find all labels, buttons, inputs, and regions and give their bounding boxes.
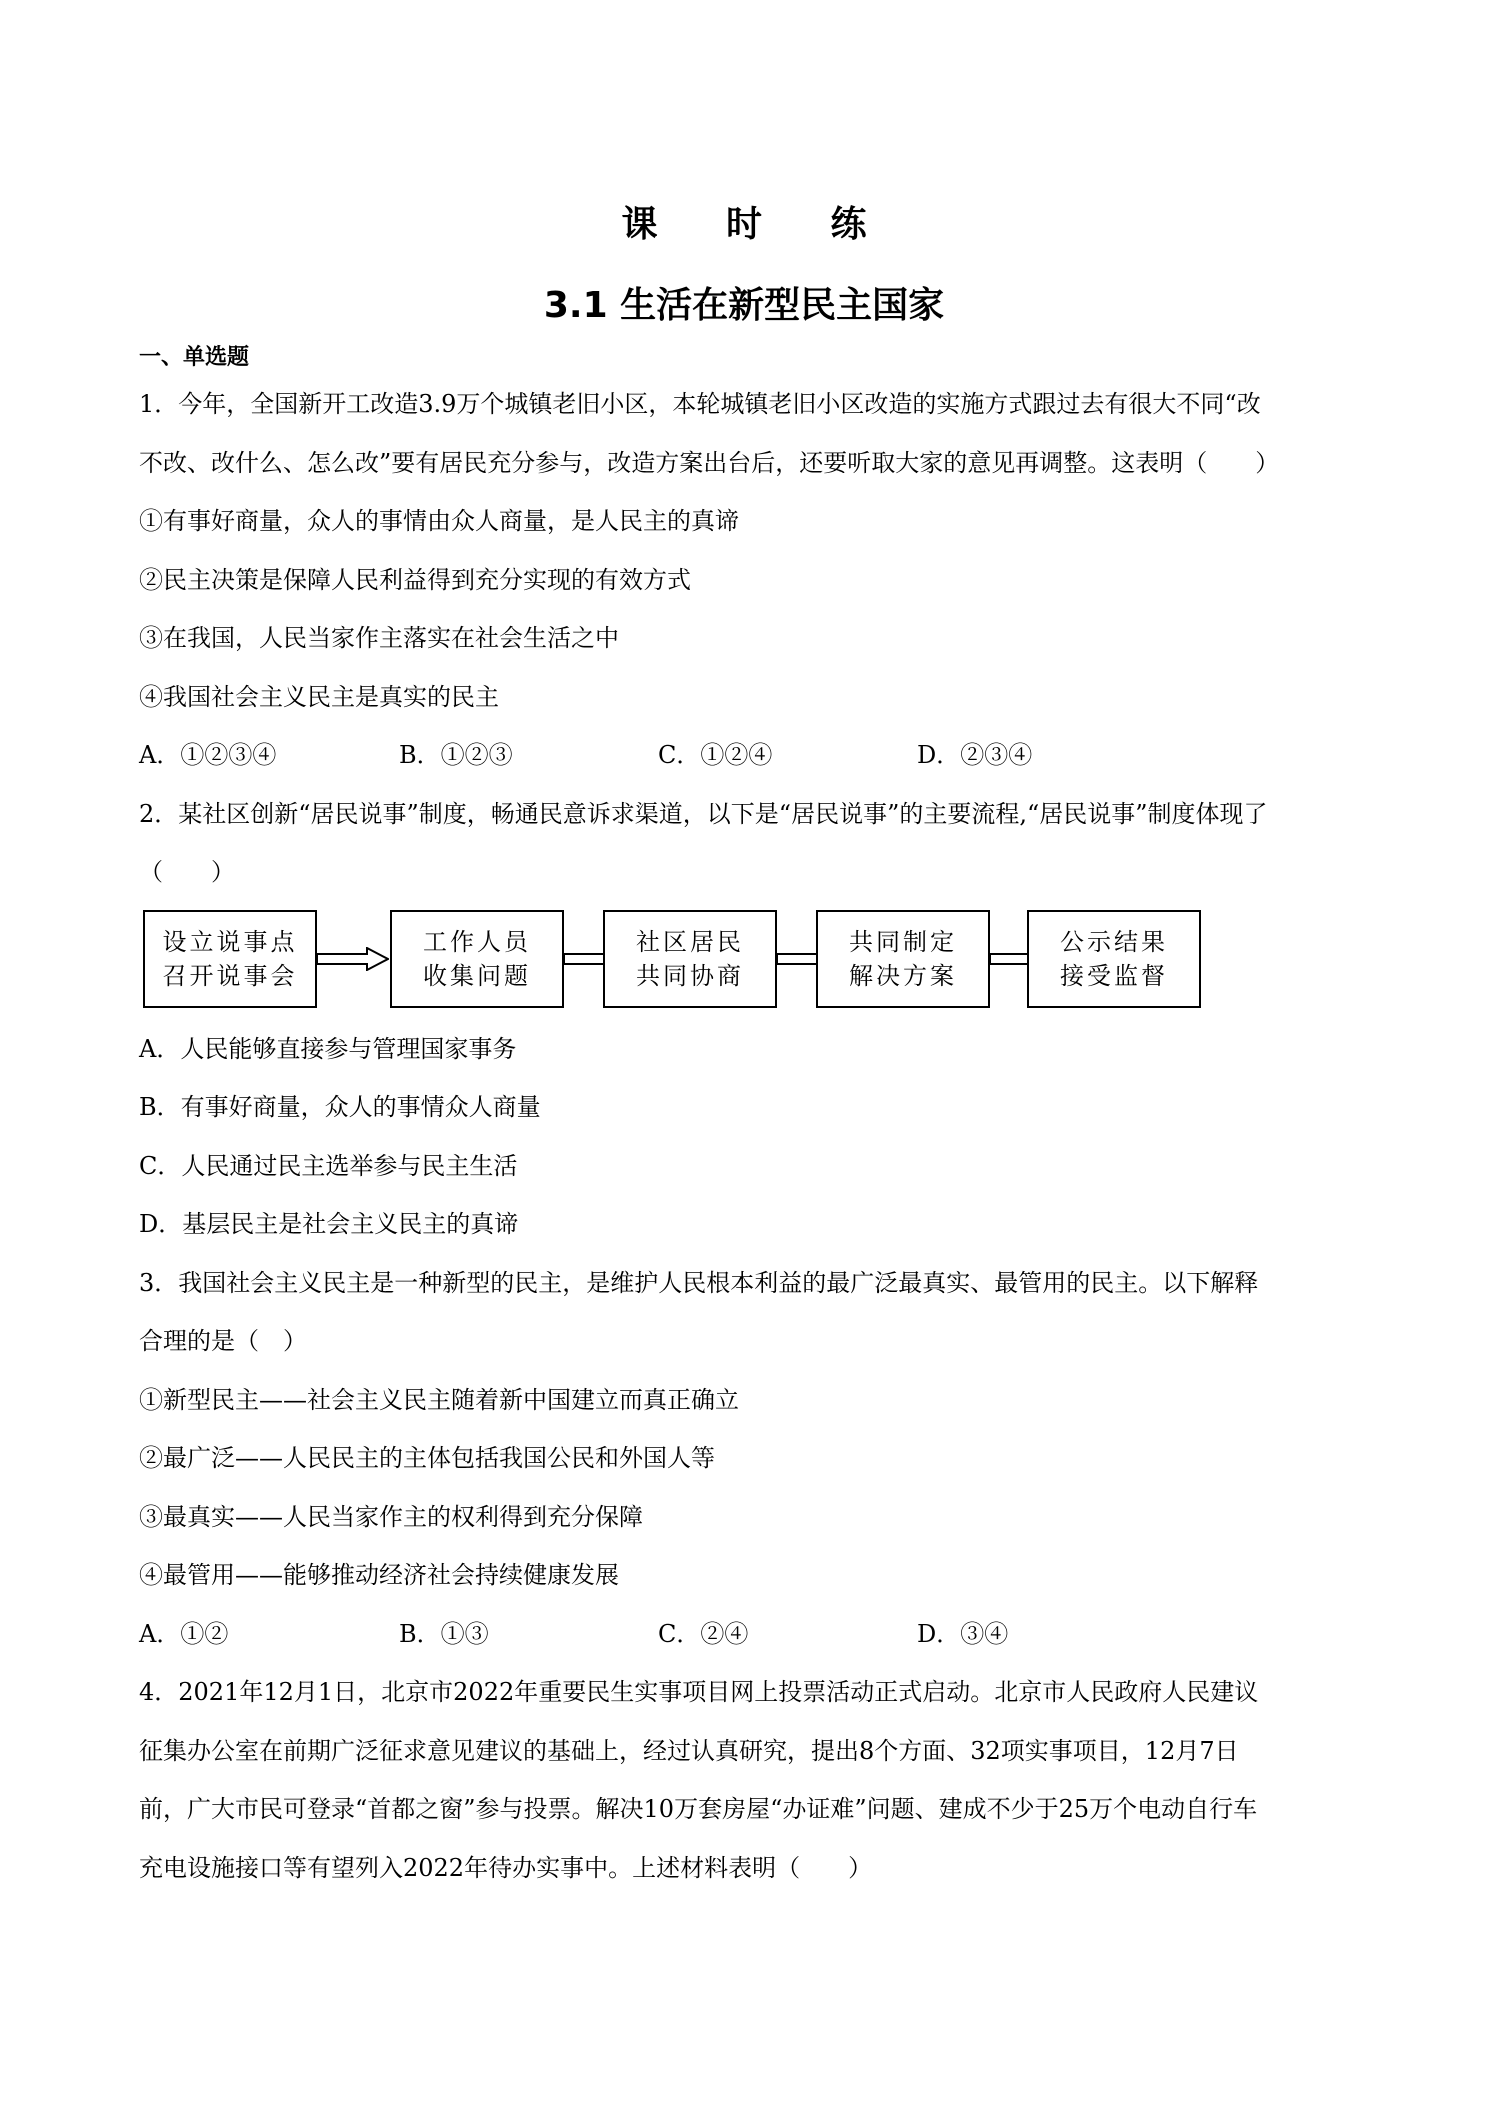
flow-step-2-line-2: 收集问题 bbox=[423, 962, 531, 990]
flow-step-2 bbox=[390, 910, 564, 1008]
q3-option-c: C．②④ bbox=[658, 1620, 749, 1648]
q3-option-b: B．①③ bbox=[399, 1620, 489, 1648]
flow-step-5-line-2: 接受监督 bbox=[1060, 962, 1168, 990]
flow-step-1-line-1: 设立说事点 bbox=[162, 928, 298, 956]
q3-item-4: ④最管用——能够推动经济社会持续健康发展 bbox=[139, 1561, 619, 1589]
flow-step-3-line-2: 共同协商 bbox=[636, 962, 744, 990]
flow-arrow-icon bbox=[317, 947, 389, 971]
q3-item-2: ②最广泛——人民民主的主体包括我国公民和外国人等 bbox=[139, 1444, 715, 1472]
flow-step-1 bbox=[143, 910, 317, 1008]
flow-step-3-line-1: 社区居民 bbox=[636, 928, 744, 956]
page-title: 课 时 练 bbox=[621, 204, 895, 245]
q3-item-1: ①新型民主——社会主义民主随着新中国建立而真正确立 bbox=[139, 1386, 739, 1414]
q3-stem-line-1: 3．我国社会主义民主是一种新型的民主，是维护人民根本利益的最广泛最真实、最管用的民主。以下解释 bbox=[139, 1269, 1259, 1297]
flow-step-3 bbox=[603, 910, 777, 1008]
q1-option-c: C．①②④ bbox=[658, 741, 773, 769]
q4-stem-line-2: 征集办公室在前期广泛征求意见建议的基础上，经过认真研究，提出8个方面、32项实事项目，12月7日 bbox=[139, 1737, 1239, 1765]
flow-step-4-line-2: 解决方案 bbox=[849, 962, 957, 990]
q1-option-a: A．①②③④ bbox=[139, 741, 277, 769]
q2-option-c: C．人民通过民主选举参与民主生活 bbox=[139, 1152, 518, 1180]
flow-step-4 bbox=[816, 910, 990, 1008]
process-flow-diagram bbox=[139, 910, 1179, 1014]
q2-option-b: B．有事好商量，众人的事情众人商量 bbox=[139, 1093, 541, 1121]
flow-step-4-line-1: 共同制定 bbox=[849, 928, 957, 956]
flow-step-5 bbox=[1027, 910, 1201, 1008]
q4-stem-line-1: 4．2021年12月1日，北京市2022年重要民生实事项目网上投票活动正式启动。北京市人民政府人民建议 bbox=[139, 1678, 1259, 1706]
q1-option-d: D．②③④ bbox=[917, 741, 1033, 769]
q3-stem-line-2: 合理的是（ ） bbox=[139, 1327, 307, 1355]
q1-item-4: ④我国社会主义民主是真实的民主 bbox=[139, 683, 499, 711]
q4-stem-line-4: 充电设施接口等有望列入2022年待办实事中。上述材料表明（ ） bbox=[139, 1854, 873, 1882]
q3-item-3: ③最真实——人民当家作主的权利得到充分保障 bbox=[139, 1503, 643, 1531]
q2-option-a: A．人民能够直接参与管理国家事务 bbox=[139, 1035, 517, 1063]
flow-step-1-line-2: 召开说事会 bbox=[162, 962, 298, 990]
q3-option-a: A．①② bbox=[139, 1620, 229, 1648]
section-heading: 一、单选题 bbox=[139, 345, 250, 370]
q4-stem-line-3: 前，广大市民可登录“首都之窗”参与投票。解决10万套房屋“办证难”问题、建成不少于25万个电动自行车 bbox=[139, 1795, 1258, 1823]
q1-option-b: B．①②③ bbox=[399, 741, 513, 769]
flow-step-2-line-1: 工作人员 bbox=[423, 928, 531, 956]
q1-item-2: ②民主决策是保障人民利益得到充分实现的有效方式 bbox=[139, 566, 691, 594]
q3-option-d: D．③④ bbox=[917, 1620, 1009, 1648]
lesson-title: 3.1 生活在新型民主国家 bbox=[543, 285, 945, 326]
q1-stem-line-1: 1．今年，全国新开工改造3.9万个城镇老旧小区，本轮城镇老旧小区改造的实施方式跟过去有很大不同“改 bbox=[139, 390, 1261, 418]
q2-stem-line-1: 2．某社区创新“居民说事”制度，畅通民意诉求渠道，以下是“居民说事”的主要流程,“居民说事”制度体现了 bbox=[139, 800, 1268, 828]
q1-item-1: ①有事好商量，众人的事情由众人商量，是人民主的真谛 bbox=[139, 507, 739, 535]
q1-stem-line-2: 不改、改什么、怎么改”要有居民充分参与，改造方案出台后，还要听取大家的意见再调整。这表明（ ） bbox=[139, 449, 1280, 477]
q1-item-3: ③在我国，人民当家作主落实在社会生活之中 bbox=[139, 624, 619, 652]
flow-step-5-line-1: 公示结果 bbox=[1060, 928, 1168, 956]
q2-option-d: D．基层民主是社会主义民主的真谛 bbox=[139, 1210, 519, 1238]
q2-stem-line-2: （ ） bbox=[139, 858, 235, 886]
